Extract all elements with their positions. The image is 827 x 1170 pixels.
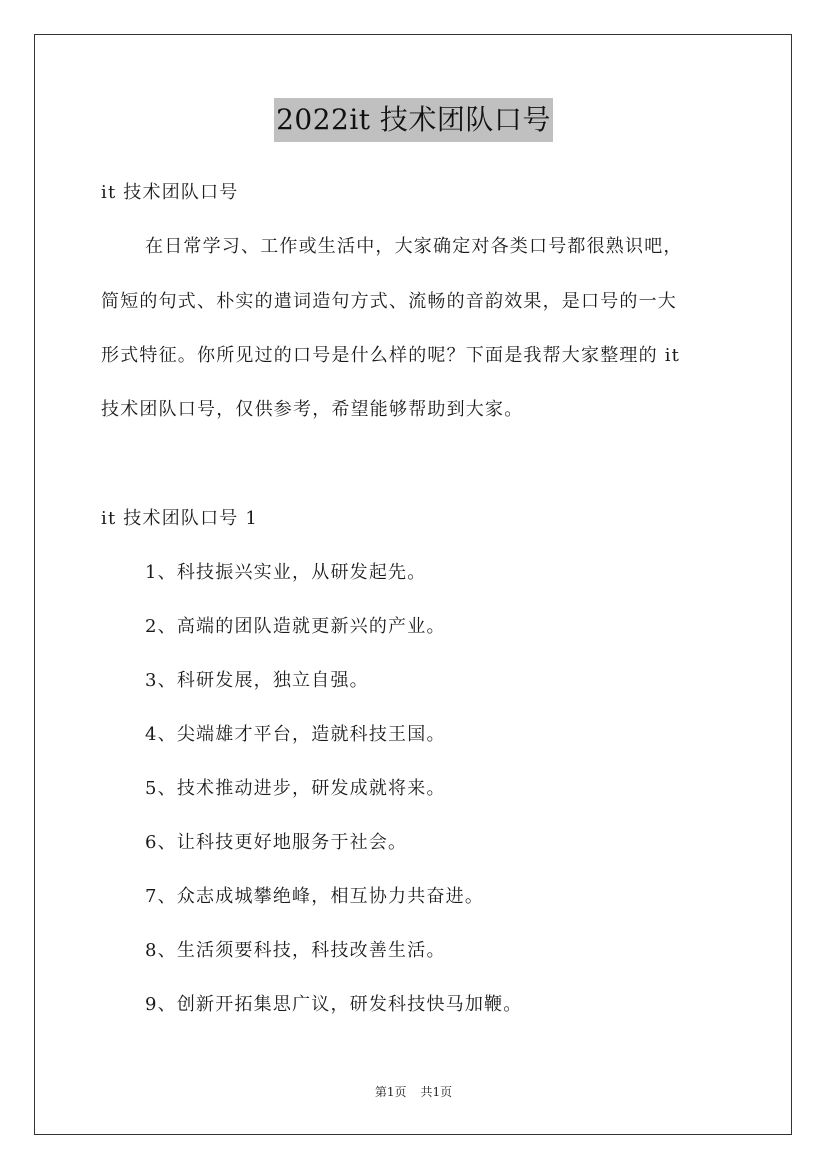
- document-subtitle: it 技术团队口号: [101, 182, 239, 203]
- slogan-item-4: 4、尖端雄才平台，造就科技王国。: [145, 724, 446, 745]
- slogan-item-1: 1、科技振兴实业，从研发起先。: [145, 562, 427, 583]
- page-number-total: 共1页: [420, 1085, 453, 1099]
- intro-line-4: 技术团队口号，仅供参考，希望能够帮助到大家。: [101, 399, 524, 420]
- slogan-item-2: 2、高端的团队造就更新兴的产业。: [145, 616, 446, 637]
- slogan-item-3: 3、科研发展，独立自强。: [145, 670, 369, 691]
- page-number-current: 第1页: [374, 1085, 407, 1099]
- slogan-item-9: 9、创新开拓集思广议，研发科技快马加鞭。: [145, 994, 523, 1015]
- intro-line-2: 简短的句式、朴实的遣词造句方式、流畅的音韵效果，是口号的一大: [101, 291, 677, 312]
- slogan-item-5: 5、技术推动进步，研发成就将来。: [145, 778, 446, 799]
- slogan-item-6: 6、让科技更好地服务于社会。: [145, 832, 408, 853]
- title-container: [0, 98, 827, 142]
- slogan-item-8: 8、生活须要科技，科技改善生活。: [145, 940, 446, 961]
- section-heading: it 技术团队口号 1: [101, 508, 259, 529]
- document-title: 2022it 技术团队口号: [274, 98, 553, 142]
- intro-line-3: 形式特征。你所见过的口号是什么样的呢？下面是我帮大家整理的 it: [101, 345, 681, 366]
- slogan-item-7: 7、众志成城攀绝峰，相互协力共奋进。: [145, 886, 485, 907]
- page-footer: [0, 1083, 827, 1101]
- intro-line-1: 在日常学习、工作或生活中，大家确定对各类口号都很熟识吧，: [145, 236, 683, 257]
